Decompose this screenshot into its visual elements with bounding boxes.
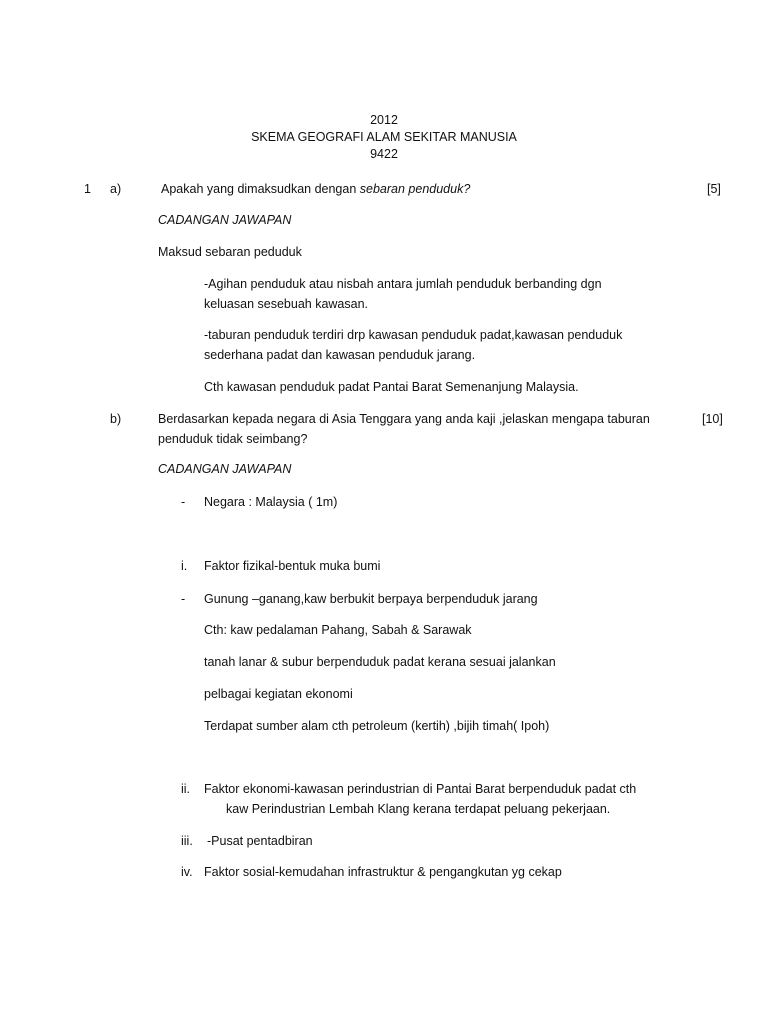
part-a-answer-heading: CADANGAN JAWAPAN — [158, 213, 292, 227]
part-a-line: keluasan sesebuah kawasan. — [204, 297, 369, 311]
factor-iii-text: -Pusat pentadbiran — [207, 834, 313, 848]
document-title: SKEMA GEOGRAFI ALAM SEKITAR MANUSIA — [251, 130, 517, 144]
part-b-answer-heading: CADANGAN JAWAPAN — [158, 462, 292, 476]
part-a-question-emphasis: sebaran penduduk? — [359, 182, 471, 196]
factor-iii-label: iii. — [181, 834, 193, 848]
part-a-question-text: Apakah yang dimaksudkan dengan — [161, 182, 360, 196]
part-a-label: a) — [110, 182, 122, 196]
bullet-dash: - — [181, 592, 186, 606]
part-a-line: -taburan penduduk terdiri drp kawasan penduduk padat,kawasan penduduk — [204, 328, 623, 342]
bullet-dash: - — [181, 495, 186, 509]
factor-iv-label: iv. — [181, 865, 193, 879]
detail-line: Cth: kaw pedalaman Pahang, Sabah & Sarawak — [204, 623, 472, 637]
part-a-question — [161, 183, 470, 196]
part-a-line: Cth kawasan penduduk padat Pantai Barat Semenanjung Malaysia. — [204, 380, 579, 394]
subject-code: 9422 — [370, 147, 398, 161]
document-year: 2012 — [370, 113, 398, 127]
factor-ii-line: Faktor ekonomi-kawasan perindustrian di Pantai Barat berpenduduk padat cth — [204, 782, 637, 796]
factor-i-label: i. — [181, 559, 188, 573]
negara-line: Negara : Malaysia ( 1m) — [204, 495, 338, 509]
factor-iv-text: Faktor sosial-kemudahan infrastruktur & pengangkutan yg cekap — [204, 865, 562, 879]
part-b-question-line: penduduk tidak seimbang? — [158, 432, 308, 446]
part-a-subheading: Maksud sebaran peduduk — [158, 245, 302, 259]
factor-ii-label: ii. — [181, 782, 191, 796]
part-a-line: sederhana padat dan kawasan penduduk jarang. — [204, 348, 476, 362]
part-b-label: b) — [110, 412, 122, 426]
gunung-line: Gunung –ganang,kaw berbukit berpaya berpenduduk jarang — [204, 592, 538, 606]
detail-line: pelbagai kegiatan ekonomi — [204, 687, 353, 701]
part-a-marks: [5] — [707, 182, 721, 196]
factor-ii-line: kaw Perindustrian Lembah Klang kerana terdapat peluang pekerjaan. — [226, 802, 611, 816]
part-a-line: -Agihan penduduk atau nisbah antara jumlah penduduk berbanding dgn — [204, 277, 602, 291]
detail-line: tanah lanar & subur berpenduduk padat kerana sesuai jalankan — [204, 655, 556, 669]
question-number: 1 — [84, 182, 91, 196]
detail-line: Terdapat sumber alam cth petroleum (kertih) ,bijih timah( Ipoh) — [204, 719, 550, 733]
part-b-marks: [10] — [702, 412, 723, 426]
part-b-question-line: Berdasarkan kepada negara di Asia Tenggara yang anda kaji ,jelaskan mengapa taburan — [158, 412, 650, 426]
factor-i-text: Faktor fizikal-bentuk muka bumi — [204, 559, 381, 573]
